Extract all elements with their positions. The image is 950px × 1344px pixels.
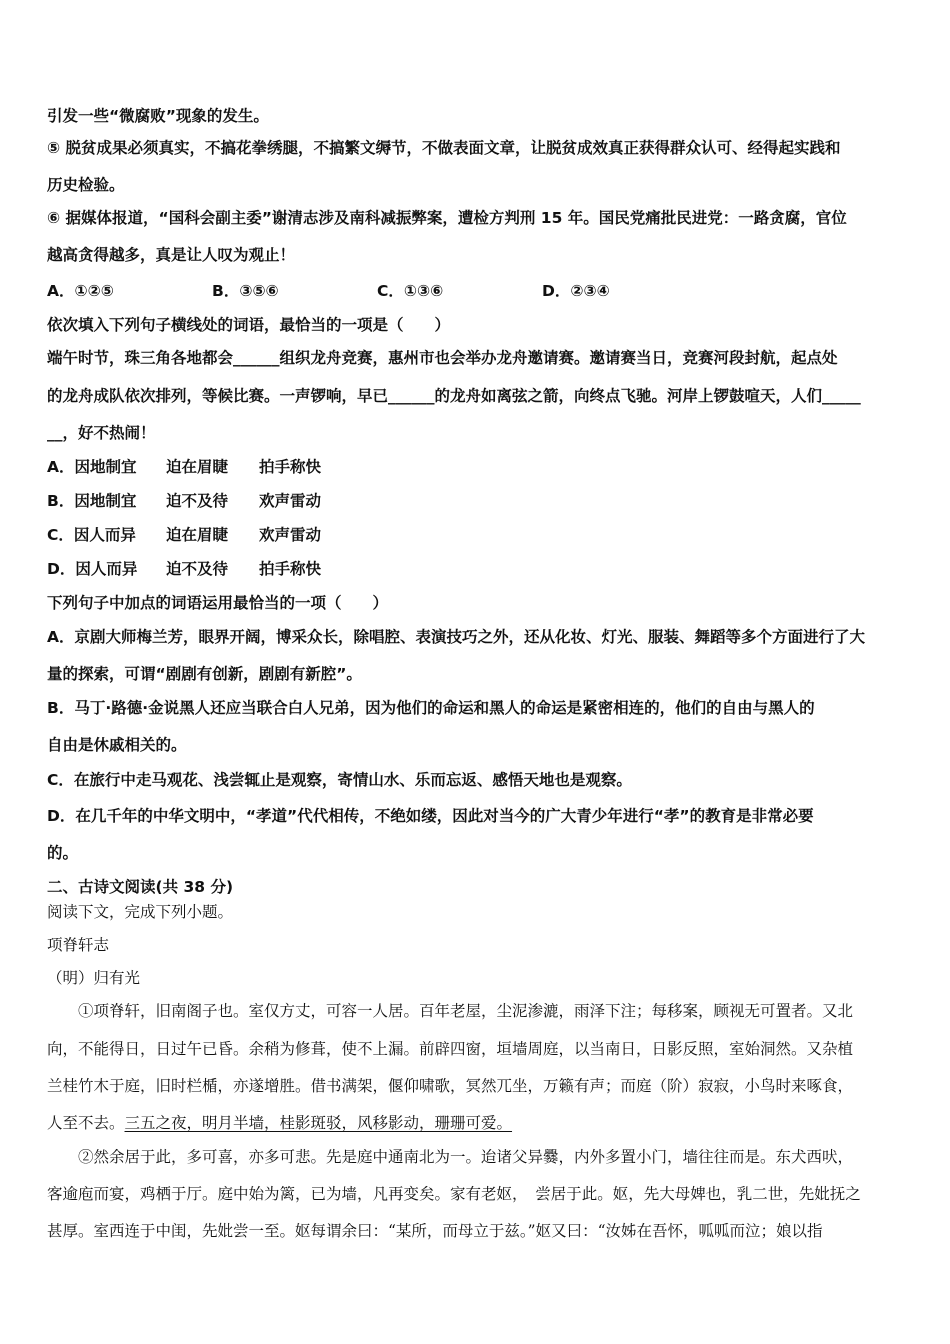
option-a[interactable] bbox=[47, 455, 137, 477]
option-word: 欢声雷动 bbox=[259, 526, 322, 544]
option-letter: C． bbox=[47, 526, 74, 544]
passage-line: 端午时节，珠三角各地都会______组织龙舟竞赛，惠州市也会举办龙舟邀请赛。邀请赛当日，竞赛河段封航，起点处 bbox=[47, 349, 838, 367]
option-d[interactable]: D．在几千年的中华文明中，“孝道”代代相传，不绝如缕，因此对当今的广大青少年进行“孝”的教育是非常必要 bbox=[47, 807, 814, 825]
option-word: 迫在眉睫 bbox=[166, 458, 229, 476]
passage-line: 甚厚。室西连于中闺，先妣尝一至。妪每谓余曰：“某所，而母立于兹。”妪又曰：“汝姊在吾怀，呱呱而泣；娘以指 bbox=[47, 1222, 823, 1240]
instruction: 阅读下文，完成下列小题。 bbox=[47, 903, 234, 921]
statement-5-cont: 历史检验。 bbox=[47, 176, 125, 194]
question-stem: 下列句子中加点的词语运用最恰当的一项（ ） bbox=[47, 594, 389, 612]
section-heading: 二、古诗文阅读(共 38 分) bbox=[47, 878, 234, 896]
passage-line: 的龙舟成队依次排列，等候比赛。一声锣响，早已______的龙舟如离弦之箭，向终点飞驰。河岸上锣鼓喧天，人们_____ bbox=[47, 387, 861, 405]
option-b[interactable] bbox=[47, 489, 136, 511]
option-word: 迫不及待 bbox=[166, 492, 229, 510]
option-word: 因人而异 bbox=[73, 526, 136, 544]
option-c[interactable]: C．在旅行中走马观花、浅尝辄止是观察，寄情山水、乐而忘返、感悟天地也是观察。 bbox=[47, 771, 632, 789]
statement-5: ⑤ 脱贫成果必须真实，不搞花拳绣腿，不搞繁文缛节，不做表面文章，让脱贫成效真正获得群众认可、经得起实践和 bbox=[47, 139, 841, 157]
option-d-cont: 的。 bbox=[47, 844, 79, 862]
option-a[interactable]: A．①②⑤ bbox=[47, 282, 114, 300]
option-d[interactable]: D．②③④ bbox=[542, 282, 610, 300]
option-b-cont: 自由是休戚相关的。 bbox=[47, 736, 187, 754]
option-word: 拍手称快 bbox=[259, 560, 322, 578]
passage-title: 项脊轩志 bbox=[47, 936, 110, 954]
text-line: 引发一些“微腐败”现象的发生。 bbox=[47, 107, 269, 125]
option-word: 因地制宜 bbox=[74, 492, 137, 510]
option-c[interactable] bbox=[47, 523, 136, 545]
option-b[interactable]: B．马丁·路德·金说黑人还应当联合白人兄弟，因为他们的命运和黑人的命运是紧密相连的，他们的自由与黑人的 bbox=[47, 699, 815, 717]
option-word: 迫不及待 bbox=[166, 560, 229, 578]
underlined-sentence: 三五之夜，明月半墙，桂影斑驳，风移影动，珊珊可爱。 bbox=[124, 1114, 513, 1132]
option-a-cont: 量的探索，可谓“剧剧有创新，剧剧有新腔”。 bbox=[47, 665, 362, 683]
passage-line bbox=[47, 1111, 512, 1133]
option-word: 拍手称快 bbox=[259, 458, 322, 476]
statement-6-cont: 越高贪得越多，真是让人叹为观止！ bbox=[47, 246, 296, 264]
option-word: 欢声雷动 bbox=[259, 492, 322, 510]
option-letter: B． bbox=[47, 492, 75, 510]
passage-line: 兰桂竹木于庭，旧时栏楯，亦遂增胜。借书满架，偃仰啸歌，冥然兀坐，万籁有声；而庭（阶）寂寂，小鸟时来啄食， bbox=[47, 1077, 854, 1095]
option-a[interactable]: A．京剧大师梅兰芳，眼界开阔，博采众长，除唱腔、表演技巧之外，还从化妆、灯光、服装、舞蹈等多个方面进行了大 bbox=[47, 628, 865, 646]
option-letter: D． bbox=[47, 560, 76, 578]
passage-line: ①项脊轩，旧南阁子也。室仅方丈，可容一人居。百年老屋，尘泥渗漉，雨泽下注；每移案，顾视无可置者。又北 bbox=[78, 1002, 854, 1020]
statement-6: ⑥ 据媒体报道，“国科会副主委”谢清志涉及南科减振弊案，遭检方判刑 15 年。国民党痛批民进党：一路贪腐，官位 bbox=[47, 209, 847, 227]
passage-author: （明）归有光 bbox=[47, 969, 141, 987]
option-d[interactable] bbox=[47, 557, 137, 579]
question-stem: 依次填入下列句子横线处的词语，最恰当的一项是（ ） bbox=[47, 316, 451, 334]
option-word: 迫在眉睫 bbox=[166, 526, 229, 544]
option-word: 因地制宜 bbox=[74, 458, 137, 476]
option-word: 因人而异 bbox=[75, 560, 138, 578]
option-c[interactable]: C．①③⑥ bbox=[377, 282, 444, 300]
passage-line: 客逾庖而宴，鸡栖于厅。庭中始为篱，已为墙，凡再变矣。家有老妪， 尝居于此。妪，先大母婢也，乳二世，先妣抚之 bbox=[47, 1185, 861, 1203]
passage-line: __，好不热闹！ bbox=[47, 424, 156, 442]
passage-text: 人至不去。 bbox=[47, 1114, 125, 1132]
passage-line: ②然余居于此，多可喜，亦多可悲。先是庭中通南北为一。迨诸父异爨，内外多置小门，墙往往而是。东犬西吠， bbox=[78, 1148, 854, 1166]
option-b[interactable]: B．③⑤⑥ bbox=[212, 282, 279, 300]
option-letter: A． bbox=[47, 458, 75, 476]
passage-line: 向，不能得日，日过午已昏。余稍为修葺，使不上漏。前辟四窗，垣墙周庭，以当南日，日影反照，室始洞然。又杂植 bbox=[47, 1040, 854, 1058]
